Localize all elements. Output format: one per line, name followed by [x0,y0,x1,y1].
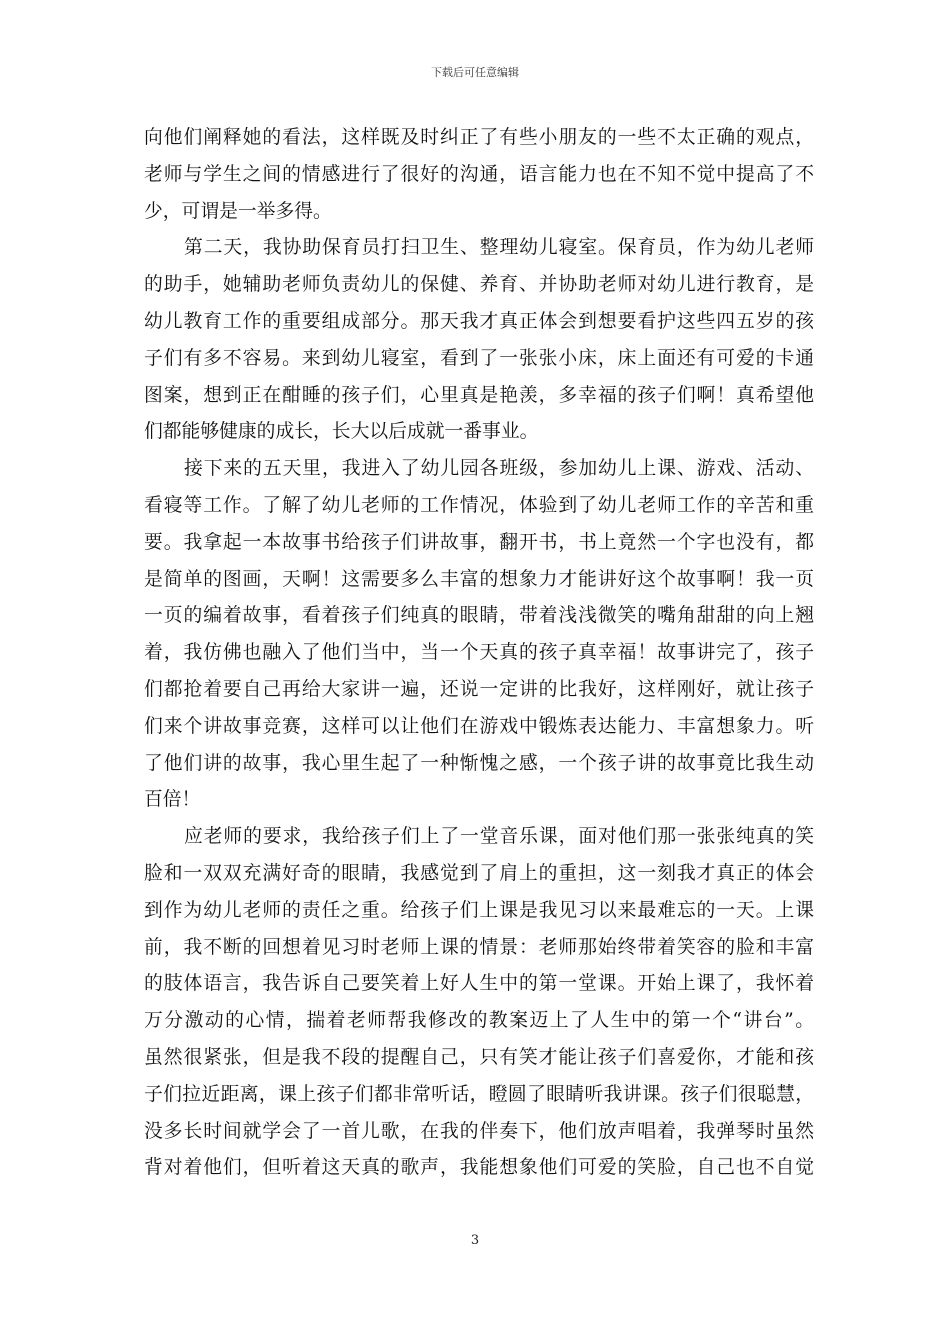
text-line: 子们拉近距离，课上孩子们都非常听话，瞪圆了眼睛听我讲课。孩子们很聪慧， [144,1083,814,1105]
page-header: 下载后可任意编辑 [431,66,519,79]
paragraph-first-line: 第二天，我协助保育员打扫卫生、整理幼儿寝室。保育员，作为幼儿老师 [184,237,814,259]
text-line: 们来个讲故事竞赛，这样可以让他们在游戏中锻炼表达能力、丰富想象力。听 [144,715,814,737]
text-line: 百倍！ [144,789,201,811]
text-line: 少，可谓是一举多得。 [144,200,332,222]
text-line: 没多长时间就学会了一首儿歌，在我的伴奏下，他们放声唱着，我弹琴时虽然 [144,1120,814,1142]
text-line: 一页的编着故事，看着孩子们纯真的眼睛，带着浅浅微笑的嘴角甜甜的向上翘 [144,605,814,627]
text-line: 幼儿教育工作的重要组成部分。那天我才真正体会到想要看护这些四五岁的孩 [144,310,814,332]
paragraph-first-line: 应老师的要求，我给孩子们上了一堂音乐课，面对他们那一张张纯真的笑 [184,826,814,848]
text-line: 是简单的图画，天啊！这需要多么丰富的想象力才能讲好这个故事啊！我一页 [144,568,814,590]
text-line: 了他们讲的故事，我心里生起了一种惭愧之感，一个孩子讲的故事竟比我生动 [144,752,814,774]
body-text [144,120,814,1187]
text-line: 们都抢着要自己再给大家讲一遍，还说一定讲的比我好，这样刚好，就让孩子 [144,678,814,700]
text-line: 老师与学生之间的情感进行了很好的沟通，语言能力也在不知不觉中提高了不 [144,163,814,185]
text-line: 前，我不断的回想着见习时老师上课的情景：老师那始终带着笑容的脸和丰富 [144,936,814,958]
text-line: 虽然很紧张，但是我不段的提醒自己，只有笑才能让孩子们喜爱你，才能和孩 [144,1046,814,1068]
text-line: 万分激动的心情，揣着老师帮我修改的教案迈上了人生中的第一个“讲台”。 [144,1010,814,1032]
text-line: 的肢体语言，我告诉自己要笑着上好人生中的第一堂课。开始上课了，我怀着 [144,973,814,995]
text-line: 的助手，她辅助老师负责幼儿的保健、养育、并协助老师对幼儿进行教育，是 [144,274,814,296]
text-line: 到作为幼儿老师的责任之重。给孩子们上课是我见习以来最难忘的一天。上课 [144,899,814,921]
text-line: 向他们阐释她的看法，这样既及时纠正了有些小朋友的一些不太正确的观点， [144,127,814,148]
page-number: 3 [470,1233,480,1248]
text-line: 看寝等工作。了解了幼儿老师的工作情况，体验到了幼儿老师工作的辛苦和重 [144,494,814,516]
text-line: 们都能够健康的成长，长大以后成就一番事业。 [144,421,539,443]
text-line: 背对着他们，但听着这天真的歌声，我能想象他们可爱的笑脸，自己也不自觉 [144,1157,814,1179]
text-line: 着，我仿佛也融入了他们当中，当一个天真的孩子真幸福！故事讲完了，孩子 [144,642,814,664]
text-line: 脸和一双双充满好奇的眼睛，我感觉到了肩上的重担，这一刻我才真正的体会 [144,862,814,884]
text-line: 图案，想到正在酣睡的孩子们，心里真是艳羡，多幸福的孩子们啊！真希望他 [144,384,814,406]
text-line: 要。我拿起一本故事书给孩子们讲故事，翻开书，书上竟然一个字也没有，都 [144,531,814,553]
paragraph-first-line: 接下来的五天里，我进入了幼儿园各班级，参加幼儿上课、游戏、活动、 [184,458,814,480]
text-line: 子们有多不容易。来到幼儿寝室，看到了一张张小床，床上面还有可爱的卡通 [144,347,814,369]
